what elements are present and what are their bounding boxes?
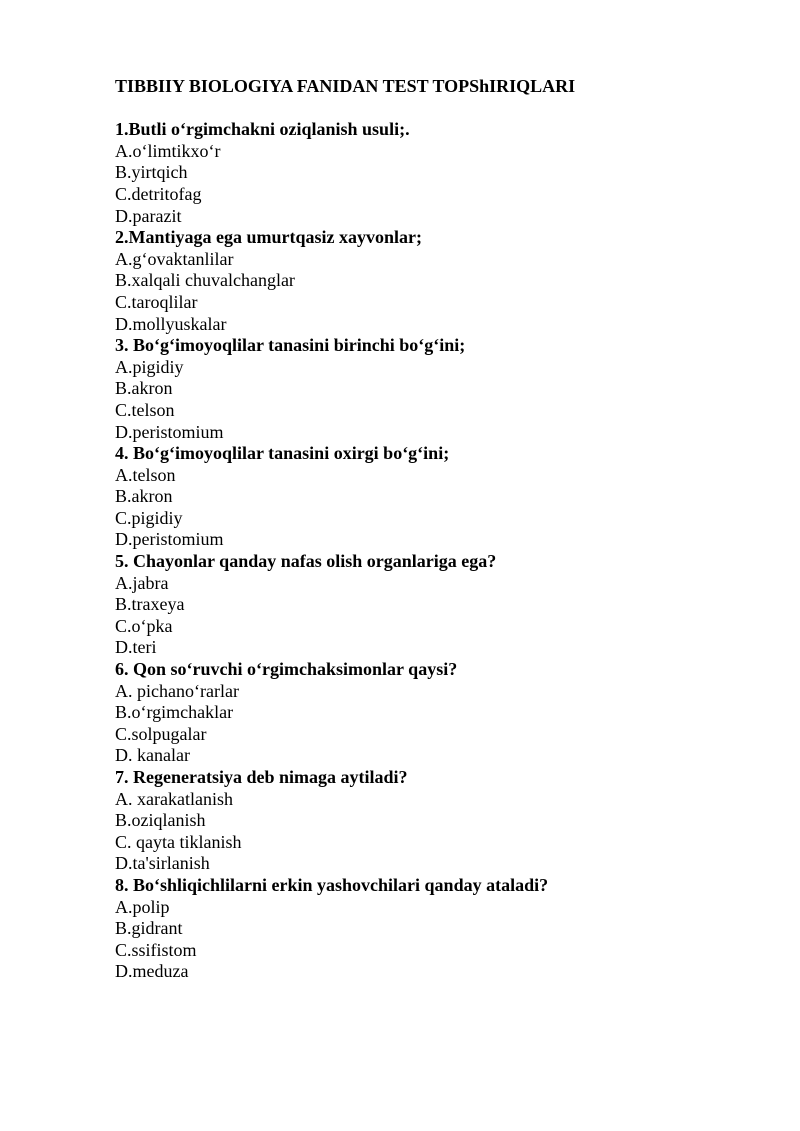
- answer-option: B.oziqlanish: [115, 810, 206, 831]
- answer-option: A. pichano‘rarlar: [115, 680, 239, 701]
- question-item: [115, 119, 755, 227]
- question-text: 5. Chayonlar qanday nafas olish organlariga ega?: [115, 551, 497, 572]
- answer-option: C.detritofag: [115, 183, 202, 204]
- answer-option: C.pigidiy: [115, 507, 183, 528]
- answer-option: B.akron: [115, 378, 173, 399]
- question-item: [115, 875, 755, 983]
- answer-option: C.taroqlilar: [115, 291, 198, 312]
- question-text: 6. Qon so‘ruvchi o‘rgimchaksimonlar qaysi?: [115, 659, 458, 680]
- answer-option: A.polip: [115, 896, 170, 917]
- answer-option: D. kanalar: [115, 745, 190, 766]
- answer-option: D.meduza: [115, 961, 189, 982]
- answer-option: D.peristomium: [115, 421, 224, 442]
- question-text: 2.Mantiyaga ega umurtqasiz xayvonlar;: [115, 227, 422, 248]
- answer-option: D.parazit: [115, 205, 182, 226]
- answer-option: B.gidrant: [115, 918, 183, 939]
- answer-option: A. xarakatlanish: [115, 788, 233, 809]
- question-item: [115, 335, 755, 443]
- answer-option: D.peristomium: [115, 529, 224, 550]
- question-text: 3. Bo‘g‘imoyoqlilar tanasini birinchi bo‘g‘ini;: [115, 335, 466, 356]
- document-title: TIBBIIY BIOLOGIYA FANIDAN TEST TOPShIRIQLARI: [115, 76, 576, 96]
- answer-option: C. qayta tiklanish: [115, 831, 242, 852]
- answer-option: A.g‘ovaktanlilar: [115, 248, 234, 269]
- answer-option: C.o‘pka: [115, 615, 173, 636]
- question-text: 8. Bo‘shliqichlilarni erkin yashovchilari qanday ataladi?: [115, 874, 549, 895]
- question-text: 1.Butli o‘rgimchakni oziqlanish usuli;.: [115, 119, 410, 140]
- question-text: 7. Regeneratsiya deb nimaga aytiladi?: [115, 767, 408, 787]
- answer-option: C.solpugalar: [115, 723, 207, 744]
- answer-option: D.ta'sirlanish: [115, 853, 210, 874]
- answer-option: B.yirtqich: [115, 162, 188, 183]
- answer-option: A.pigidiy: [115, 356, 184, 377]
- question-item: [115, 767, 755, 875]
- question-list: [115, 119, 755, 983]
- question-item: [115, 443, 755, 551]
- question-item: [115, 227, 755, 335]
- answer-option: A.telson: [115, 464, 176, 485]
- question-item: [115, 659, 755, 767]
- answer-option: B.xalqali chuvalchanglar: [115, 270, 295, 291]
- document-page: [115, 76, 755, 983]
- answer-option: B.o‘rgimchaklar: [115, 702, 234, 723]
- answer-option: C.ssifistom: [115, 939, 197, 960]
- question-text: 4. Bo‘g‘imoyoqlilar tanasini oxirgi bo‘g‘ini;: [115, 443, 450, 464]
- answer-option: D.mollyuskalar: [115, 313, 227, 334]
- answer-option: A.jabra: [115, 572, 169, 593]
- answer-option: D.teri: [115, 637, 157, 658]
- answer-option: C.telson: [115, 399, 175, 420]
- answer-option: B.traxeya: [115, 594, 185, 615]
- question-item: [115, 551, 755, 659]
- answer-option: B.akron: [115, 486, 173, 507]
- answer-option: A.o‘limtikxo‘r: [115, 140, 221, 161]
